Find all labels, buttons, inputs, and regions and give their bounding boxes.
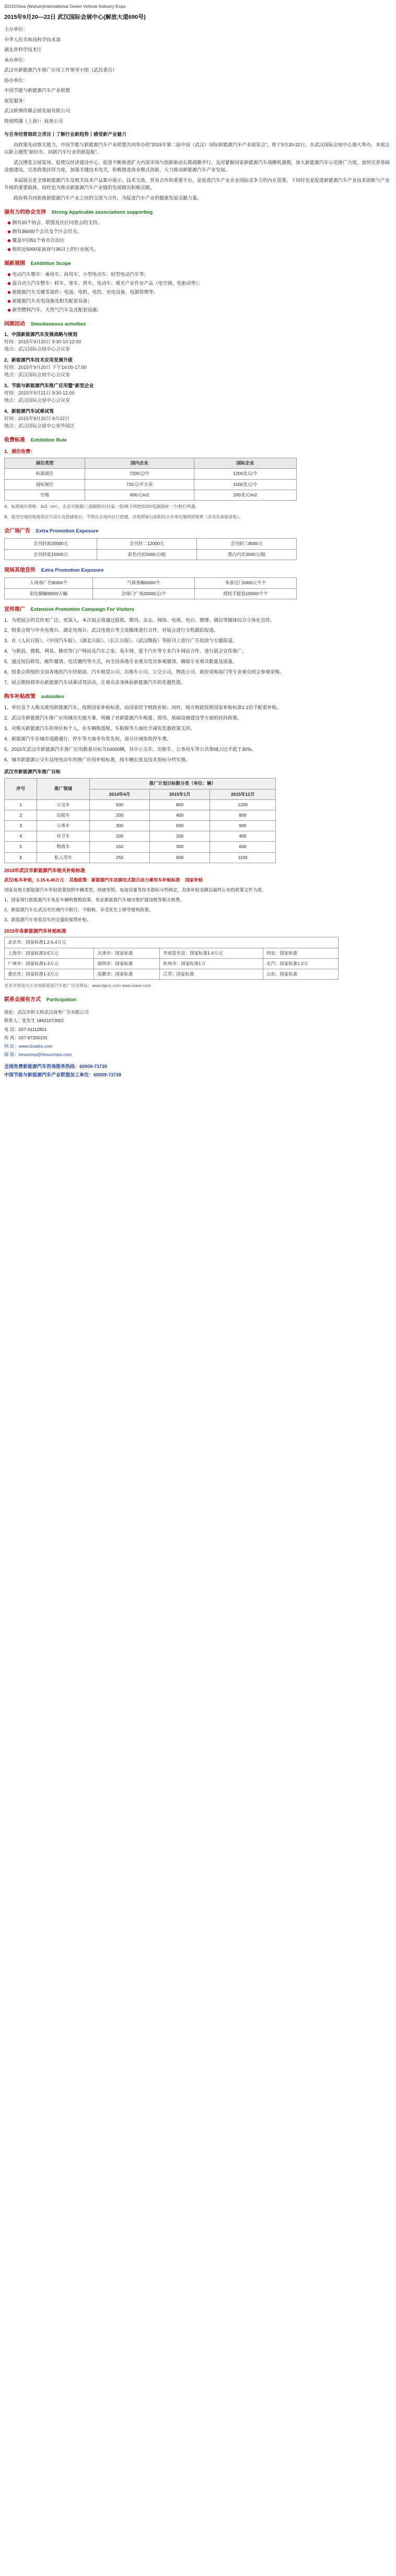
table-row: [5, 490, 297, 500]
visitor-para: 5、通过短信群发、邮件邀请、电话邀约等方式，向全国各地专业观众发出参观邀请，确保专业观众数量及质量。: [4, 659, 238, 665]
activity-place: 地点：武汉国际会展中心会议室: [4, 372, 71, 377]
col-header: 国际企业: [194, 458, 296, 469]
cell: 华南富市县：国家标准1-4万元: [160, 948, 263, 958]
subsidy-para: 5、2015年武汉市新能源汽车推广应用数量目标为10000辆，其中公交车、出租车、公务用车等公共领域占比不低于30%。: [4, 746, 257, 752]
fee-note-a: A、标准展位规格：3x3（m²），企业可根据/三面隔板/位社桌一张/椅子两把/220V电源插座一个/射灯两盏。: [4, 504, 200, 509]
visitor-para: 3、在《人民日报》、《中国汽车报》、《湖北日报》、《长江日报》、《武汉晚报》等报刊上进行广告投放与专题报道。: [4, 638, 238, 644]
city-subsidy-source: 更多详情请关注各地新能源汽车推广应用网站：www.bjevc.com www.ixaoe.com: [4, 983, 151, 989]
section-title-cn: 宣传推广: [4, 606, 25, 612]
slogan-title: 与自身经营商政立项目丨了解行业新趋势丨感受新产业魅力: [4, 132, 127, 137]
cell: 广州市：国家标准1-3万元: [5, 958, 94, 969]
cell: 会刊封三8000元: [197, 539, 297, 549]
cell: 物流车: [37, 842, 89, 852]
cell: 气球条幅6000/个: [92, 578, 194, 588]
table-row: [5, 852, 276, 863]
scope-list: [4, 271, 392, 314]
cell: 公交车: [37, 799, 89, 810]
contact-email[interactable]: 邮 箱：hexunmp@hexunmps.com: [4, 1052, 72, 1058]
col-header-group: 推广计划目标数分类（单位：辆）: [89, 779, 275, 789]
cell: 400: [210, 831, 276, 842]
section-heading-fee: [4, 436, 392, 445]
section-heading-associations: [4, 208, 392, 217]
section-heading-subsidy: [4, 693, 392, 701]
slogan-para: 由政策先动察无能力，中国节能与新能源汽车产业联盟共同举办的“2015年第二届中国（武汉）国际新能源汽车产业展览会”，将于9月20-22日，在武汉国际会展中心盛大举办。本展会以新主题性“新旧车、同新汽车行业的新起航”。: [4, 142, 390, 155]
section-title-cn: 联系会展有方式: [4, 996, 41, 1003]
subsidy-para: 2、武汉市新能源汽车推广应用城市实施方案，明确了对新能源汽车购置、使用、基础设施建设等方面的扶持政策。: [4, 715, 242, 721]
cell: 800: [210, 810, 276, 820]
cell: 布景过门5000元个个: [194, 578, 296, 588]
section-title-en: Extensive Promotion Campaign For Visitors: [30, 606, 135, 612]
activity-title: 2、新能源汽车技术应用发展升级: [4, 357, 73, 363]
org-line: 武汉欧博传媒会展发展有限公司: [4, 108, 71, 114]
cell: 空地: [5, 490, 85, 500]
section-title-en: Simultaneous activities: [30, 321, 86, 327]
visitor-para: 4、与新浪、搜狐、网易、腾讯等门户网站及汽车之家、易车网、爱卡汽车等专业汽车网站合作，进行展会宣传推广。: [4, 648, 247, 654]
subsidy-local: 武汉/私车补贴，3.15-6.45万元: [4, 877, 64, 883]
col-header: 展位类型: [5, 458, 85, 469]
table-row: [5, 821, 276, 831]
cell: 会场门广场20000元/个: [92, 588, 194, 599]
cell: 200: [89, 810, 149, 820]
contact-fax: 传 真：027-87250155: [4, 1035, 48, 1040]
cell: 900: [210, 821, 276, 831]
cell: 1200: [210, 799, 276, 810]
section-title-en: Strong Applicable associations supporting: [51, 209, 153, 215]
cell: 上海市：国家标准3-5万元: [5, 948, 94, 958]
cell: 山东：国家标准: [263, 969, 338, 980]
section-heading-visitor-promotion: [4, 606, 392, 614]
sales-table: [4, 778, 276, 863]
city-subsidy-table: [4, 937, 339, 980]
activity-item: [4, 408, 392, 430]
section-title-cn: 会广场广告: [4, 528, 30, 534]
section-heading-extra-exposure-2: [4, 566, 392, 575]
subsidy-point: 1、国家现行新能源汽车免征车辆购置税政策，免征新能源汽车城市维护建设税等相关税费。: [4, 897, 184, 903]
visitor-para: 6、组委会将组织全国各地的汽车经销商、汽车租赁公司、出租车公司、公交公司、物流公司、政府采购部门等专业观众到会参观采购。: [4, 669, 285, 675]
footer-line: 全国免费新能源汽车咨询服务热线：60009-73739: [4, 1064, 108, 1070]
cell: 2: [5, 810, 37, 820]
cell: 600: [210, 842, 276, 852]
cell: 500: [89, 799, 149, 810]
extra-exposure-table-2: [4, 577, 297, 599]
table-row: [5, 549, 297, 560]
subsidy-para: 6、城市新能源公交车及纯电动车的推广应用补贴标准，按车辆长度及技术指标分档实施。: [4, 757, 191, 762]
cell: 会刊封底15000元: [5, 549, 97, 560]
contact-block: [4, 1009, 392, 1058]
section-title-cn: 展新展围: [4, 261, 25, 267]
list-item: ◆ 拥有20个协会、联盟及社区同意会的支持。: [7, 219, 392, 227]
city-subsidy-title: 2015年各新能源汽车补贴标准: [4, 928, 67, 934]
activity-title: 4、新能源汽车试乘试驾: [4, 408, 54, 414]
cell: 600元/m2: [85, 490, 194, 500]
section-heading-scope: [4, 260, 392, 268]
cell: 5: [5, 842, 37, 852]
table-row: [5, 479, 297, 490]
cell: 200美元/m2: [194, 490, 296, 500]
cell: 会刊封面20000元: [5, 539, 97, 549]
activity-item: [4, 357, 392, 379]
english-header: 2015China (Wuhan)International Green Vehicle Industry Expo: [4, 4, 126, 9]
activity-place: 地点：武汉国际会展中心室外展区: [4, 423, 75, 428]
org-line: 武汉市新能源汽车推广应用工作领导小组（武昌委员）: [4, 67, 118, 73]
cell: 600: [150, 852, 210, 863]
cell: 300: [89, 821, 149, 831]
cell: 1200美元/个: [194, 469, 296, 479]
cell: 1500美元/个: [194, 479, 296, 490]
cell: 深圳市：国家标准: [94, 958, 160, 969]
section-title-en: Exhibition Scope: [30, 261, 71, 267]
table-row: [5, 831, 276, 842]
cell: 标准展位: [5, 469, 85, 479]
table-row: [5, 469, 297, 479]
org-line: 中国节能与新能源汽车产业联盟: [4, 88, 71, 94]
org-line: 主办单位：: [4, 27, 28, 32]
assoc-list: [4, 219, 392, 253]
cell: 250: [89, 852, 149, 863]
organizers-block: [4, 26, 392, 125]
cell: 4: [5, 831, 37, 842]
slogan-para: 武汉博览会展览场、促使以经济建设中心、促进不断推进扩大内需市场与创新驱动长期战略并行，及对紧握国家新能源汽车战略机遇期，加大新能源汽车示范推广力度，加快完善基础设施建设，完善政策扶持力度，加强关键技术攻关，积极推进商业模式创新，大力推动新能源汽车产业发展。: [4, 160, 390, 172]
section-title-en: Extra Promotion Exposure: [41, 567, 104, 573]
document-page: [0, 0, 396, 1087]
subsidy-standard-row: [4, 877, 392, 884]
section-title-cn: 强有力的协会支持: [4, 209, 46, 215]
table-row: [5, 799, 276, 810]
activity-item: [4, 331, 392, 353]
activity-time: 时间：2015年9月20日 9:30-10:12:00: [4, 339, 81, 345]
activity-time: 时间：2015年9月21日 9:30-12:00: [4, 390, 75, 396]
cell: 杭州市：国家标准1万: [160, 958, 263, 969]
cell: 环卫车: [37, 831, 89, 842]
table-row: [5, 958, 339, 969]
list-item: ◆ 组织近5000家展商与36以上的行业展关。: [7, 246, 392, 253]
footer-line: 中国节能与新能源汽车产业联盟加工单位：60009-73739: [4, 1072, 122, 1078]
list-item: ◆ 覆盖中国51个省市自治区: [7, 237, 392, 245]
table-row: [5, 588, 297, 599]
section-heading-participation: [4, 996, 392, 1004]
cell: 公务车: [37, 821, 89, 831]
subsidy-standard-title: 2015年武汉市新能源汽车相关补贴标准: [4, 867, 86, 873]
subsidy-para: 1、单位及个人购买使用新能源汽车，按照国家补贴标准，由国家给予财政补贴；同时，地方财政按照国家补贴标准1:1给予配套补贴。: [4, 704, 282, 710]
list-item: ◆ 混合动力汽车整车：轿车、客车、货车、电动车、观光产业作业产品（电空调、电驱动等）；: [7, 280, 392, 287]
cell: 彩色横幅9000/万幅: [5, 588, 93, 599]
section-title-cn: 同期活动: [4, 321, 25, 327]
subsidy-national: 国家补贴: [185, 877, 203, 883]
subsidy-para: 3、对购买新能源汽车的单位和个人，在车辆购置税、车船税等方面给予减免优惠政策支持。: [4, 725, 195, 731]
org-line: 协办单位：: [4, 77, 28, 83]
contact-website[interactable]: 网 址：www.lzsales.com: [4, 1043, 53, 1049]
subsidy-point: 3、新能源汽车免收首年的交强险保费补贴。: [4, 917, 91, 923]
cell: 3: [5, 821, 37, 831]
subsidy-point: 2、新能源汽车在武汉市区域内不限行、不限购，享受优先上牌等便利政策。: [4, 907, 154, 913]
cell: 西安：国家标准: [263, 948, 338, 958]
table-row: [5, 948, 339, 958]
fee-subtitle: 1、展位收费：: [4, 449, 36, 455]
org-line: 特别鸣谢（上海）：商务公司: [4, 118, 63, 124]
col-header: 2015年1月: [150, 789, 210, 799]
table-header-row: [5, 458, 297, 469]
cell: 6: [5, 852, 37, 863]
section-title-cn: 现场其他宣传: [4, 567, 36, 573]
list-item: ◆ 新能源汽车充电设施及相关配套设备；: [7, 298, 392, 305]
section-title-en: Exhibition Rule: [30, 437, 67, 443]
cell: 私人用车: [37, 852, 89, 863]
col-header: 国内企业: [85, 458, 194, 469]
table-row: [5, 937, 339, 948]
cell: 彩色内页5000元/版: [97, 549, 197, 560]
cell: 1: [5, 799, 37, 810]
subsidy-para: 4、新能源汽车在城市道路通行、停车等方面享有优先权，部分区域免收停车费。: [4, 736, 172, 741]
section-title-en: Participation: [46, 996, 77, 1003]
cell: 商标展位: [5, 479, 85, 490]
cell: 北汽：国家标准1.2万: [263, 958, 338, 969]
activity-place: 地点：武汉国际会展中心会议室: [4, 397, 71, 403]
cell: 出租车: [37, 810, 89, 820]
contact-address: 地址：武汉市积玉桥武汉商务广告有限公司: [4, 1009, 89, 1015]
org-line: 承办单位：: [4, 57, 28, 63]
cell: 会刊封二12000元: [97, 539, 197, 549]
section-heading-activities: [4, 320, 392, 329]
table-row: [5, 539, 297, 549]
section-title-en: Extra Promotion Exposure: [36, 528, 99, 534]
section-title-cn: 收费标准: [4, 437, 25, 443]
contact-phone: 电 话：027-61112801: [4, 1026, 47, 1032]
list-item: ◆ 新型燃料汽车、天然气汽车及其配套设施。: [7, 307, 392, 314]
col-header: 序号: [5, 779, 37, 799]
section-title-cn: 购车补贴政策: [4, 694, 36, 700]
fee-table: [4, 458, 297, 501]
cell: 150: [89, 842, 149, 852]
list-item: ◆ 新能源汽车关键零部件：电池、电机、电控、充电设备、电源管理等；: [7, 289, 392, 296]
list-item: ◆ 电动汽车整车：乘用车、商用车、小型电动车、轻型电动汽车等；: [7, 271, 392, 279]
activity-place: 地点：武汉国际会展中心会议室: [4, 346, 71, 352]
table-header-row: [5, 779, 276, 789]
table-row: [5, 969, 339, 980]
col-header: 2014年4月: [89, 789, 149, 799]
table-row: [5, 810, 276, 820]
visitor-para: 1、为使展会的宣传更广泛、更深入，本次展会将通过报纸、期刊、杂志、网络、电视、电台、微博、微信等媒体综合立体化宣传。: [4, 617, 275, 623]
cell: 江苏：国家标准: [160, 969, 263, 980]
org-line: 湖北省科学技术厅: [4, 47, 42, 53]
activity-time: 时间：2015年9月20日 下午14:00-17:00: [4, 365, 87, 370]
subsidy-standard-note: 国家及地方新能源汽车补贴政策按照车辆类型、续驶里程、电池容量等技术指标分档核定，具体补贴金额以最终公布的政策文件为准。: [4, 887, 266, 892]
activity-title: 3、节能与新能源汽车推广应用暨“新型企业: [4, 382, 94, 388]
org-line: 中华人民共和国科学技术部: [4, 37, 61, 42]
cell: 720元/平方米: [85, 479, 194, 490]
fee-note-b: B、租用空地的展商须自行设计及搭建展台、不得在会场内自行搭建，并按照展台面积向主办单位缴纳管理费（详见其参展章程）。: [4, 515, 243, 520]
cell: 7200元/个: [85, 469, 194, 479]
cell: 入场券广告9000/个: [5, 578, 93, 588]
slogan-para: 政府将共同助推新能源汽车产业之间的交流与合作，为促进汽车产业的健康发展贡献力量。: [14, 195, 202, 201]
col-header: 2015年12月: [210, 789, 276, 799]
visitor-para: 7、展会期间将举办新能源汽车试乘试驾活动，让观众亲身体验新能源汽车的优越性能。: [4, 680, 186, 686]
section-heading-extra-exposure-1: [4, 527, 392, 536]
cell: 成都市：国家标准: [94, 969, 160, 980]
contact-person: 联系人：张先生 18621072002: [4, 1018, 64, 1024]
slogan-para: 本届展会是全球新能源汽车及相关技术产品集中展示、技术交流、贸易合作的重要平台，是促进汽车产业企业国际竞争力的内在需要，下同时也是促进新能源汽车产业技术创新与产业升级的重要载体，同时也为推动新能源汽车产业链的发展做出积极贡献。: [4, 177, 390, 190]
section-title-en: subsidies: [41, 694, 64, 700]
cell: 800: [150, 799, 210, 810]
subsidy-other: 其他政策：新能源汽车及插电式混合动力乘用车补贴标准: [69, 877, 180, 883]
table-row: [5, 578, 297, 588]
activity-item: [4, 382, 392, 404]
cell: 1100: [210, 852, 276, 863]
cell: 500: [150, 821, 210, 831]
footer-hotlines: [4, 1063, 392, 1079]
cell: 天津市：国家标准: [94, 948, 160, 958]
table-row: [5, 842, 276, 852]
cell: 授权手提袋10000/个个: [194, 588, 296, 599]
org-line: 展览服务：: [4, 98, 28, 103]
activity-time: 时间：2015年9月20日-9月22日: [4, 415, 70, 421]
cell: 200: [150, 831, 210, 842]
cell: 300: [150, 842, 210, 852]
cell: 重庆市：国家标准1-3万元: [5, 969, 94, 980]
cell: 100: [89, 831, 149, 842]
page-title: 2015年9月20—22日 武汉国际会展中心(解放大道690号): [4, 14, 146, 21]
cell: 400: [150, 810, 210, 820]
col-header: 推广领域: [37, 779, 89, 799]
cell: 黑白内页3000元/版: [197, 549, 297, 560]
activity-title: 1、中国新能源汽车发展战略与规划: [4, 332, 78, 338]
extra-exposure-table-1: [4, 538, 297, 560]
sales-table-title: 武汉市新能源汽车推广目标: [4, 769, 61, 775]
cell: 北京市：国家标准1.2-5.4万元: [5, 937, 339, 948]
list-item: ◆ 拥有36000个会员及个区会员关。: [7, 228, 392, 236]
visitor-para: 2、组委会将与中央电视台、湖北电视台、武汉电视台等主流媒体进行合作，对展会进行全程跟踪报道。: [4, 628, 219, 633]
